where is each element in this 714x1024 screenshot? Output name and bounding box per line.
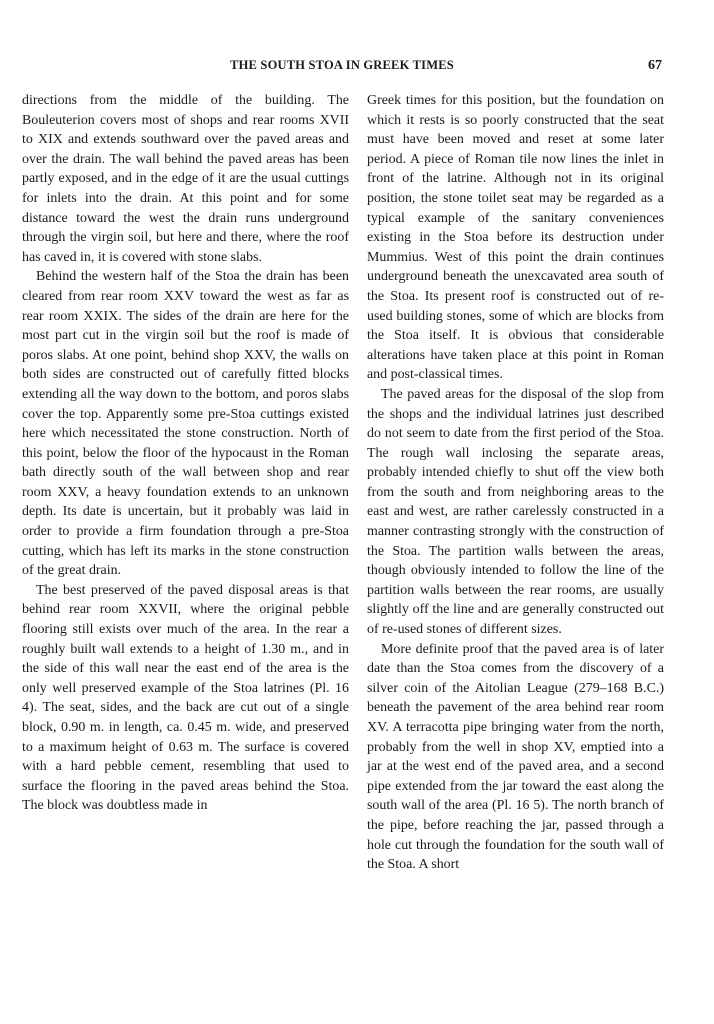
paragraph: More definite proof that the paved area is of later date than the Stoa comes from the discovery of a silver coin of the Aitolian League (279–168 B.C.) beneath the pavement of the area behind rear room XV. A terracotta pipe bringing water from the north, probably from the well in shop XV, emptied into a jar at the west end of the paved area, and a second pipe extended from the jar toward the east along the south wall of the area (Pl. 16 5). The north branch of the pipe, before reaching the jar, passed through a hole cut through the foundation for the south wall of the Stoa. A short — [367, 641, 664, 873]
paragraph: The best preserved of the paved disposal areas is that behind rear room XXVII, where the original pebble flooring still exists over much of the area. In the rear a roughly built wall extends to a height of 1.30 m., and in the side of this wall near the east end of the area is the only well preserved example of the Stoa latrines (Pl. 16 4). The seat, sides, and the back are cut out of a single block, 0.90 m. in length, ca. 0.45 m. wide, and preserved to a maximum height of 0.63 m. The surface is covered with a hard pebble cement, resembling that used to surface the flooring in the paved areas behind the Stoa. The block was doubtless made in — [22, 582, 349, 814]
paragraph: Behind the western half of the Stoa the drain has been cleared from rear room XXV toward the west as far as rear room XXIX. The sides of the drain are here for the most part cut in the virgin soil but the roof is made of poros slabs. At one point, behind shop XXV, the walls on both sides are constructed out of carefully fitted blocks extending all the way down to the bottom, and poros slabs cover the top. Apparently some pre-Stoa cuttings existed here which necessitated the stone construction. North of this point, below the floor of the hypocaust in the Roman bath directly south of the wall between shop and rear room XXV, a heavy foundation extends to an unknown depth. Its date is uncertain, but it probably was laid in order to provide a firm foundation through a pre-Stoa cutting, which has left its marks in the stone construction of the great drain. — [22, 269, 349, 579]
left-column — [22, 91, 349, 816]
paragraph: The paved areas for the disposal of the slop from the shops and the individual latrines just described do not seem to date from the first period of the Stoa. The rough wall inclosing the separate areas, probably intended chiefly to shut off the view both from the south and from neighboring areas to the east and west, are rather carelessly constructed in a manner contrasting strongly with the construction of the Stoa. The partition walls between the areas, though obviously intended to follow the line of the partition walls between the rear rooms, are usually slightly off the line and are generally constructed out of re-used stones of different sizes. — [367, 386, 664, 638]
page-number: 67 — [648, 58, 662, 73]
page-header — [22, 58, 662, 76]
paragraph: directions from the middle of the building. The Bouleuterion covers most of shops and rear rooms XVII to XIX and extends southward over the paved areas and over the drain. The wall behind the paved areas has been partly exposed, and in the edge of it are the usual cuttings for inlets into the drain. At this point and for some distance toward the west the drain runs underground through the virgin soil, but here and there, where the roof has caved in, it is covered with stone slabs. — [22, 93, 349, 265]
running-head: THE SOUTH STOA IN GREEK TIMES — [230, 58, 454, 72]
right-column — [367, 91, 664, 875]
paragraph: Greek times for this position, but the foundation on which it rests is so poorly constructed that the seat must have been moved and reset at some later period. A piece of Roman tile now lines the inlet in front of the latrine. Although not in its original position, the stone toilet seat may be regarded as a typical example of the sanitary conveniences existing in the Stoa before its destruction under Mummius. West of this point the drain continues underground beneath the unexcavated area south of the Stoa. Its present roof is constructed out of re-used building stones, some of which are blocks from the Stoa itself. It is obvious that considerable alterations have taken place at this point in Roman and post-classical times. — [367, 93, 664, 383]
